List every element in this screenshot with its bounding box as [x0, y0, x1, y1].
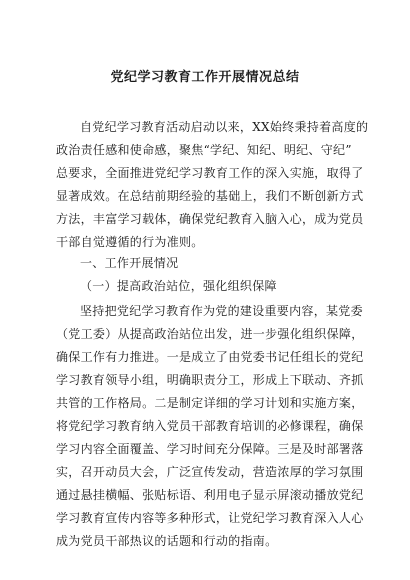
body-line: 方法，丰富学习载体，确保党纪教育入脑入心，成为党员	[56, 212, 364, 226]
body-line: 干部自觉遵循的行为准则。	[56, 235, 204, 249]
body-line: 显著成效。在总结前期经验的基础上，我们不断创新方式	[56, 189, 364, 203]
body-line: 坚持把党纪学习教育作为党的建设重要内容，某党委	[80, 304, 363, 318]
body-line: 共管的工作格局。二是制定详细的学习计划和实施方案，	[56, 396, 364, 410]
subsection-heading: （一）提高政治站位，强化组织保障	[80, 279, 277, 293]
body-line: 学习教育宣传内容等多种形式，让党纪学习教育深入人心	[56, 511, 364, 525]
body-line: 学习内容全面覆盖、学习时间充分保障。三是及时部署落	[56, 442, 364, 456]
body-line: 将党纪学习教育纳入党员干部教育培训的必修课程，确保	[56, 419, 364, 433]
document-title: 党纪学习教育工作开展情况总结	[110, 70, 300, 85]
body-line: 确保工作有力推进。一是成立了由党委书记任组长的党纪	[56, 350, 364, 364]
body-line: （党工委）从提高政治站位出发，进一步强化组织保障，	[56, 327, 364, 341]
body-line: 学习教育领导小组，明确职责分工，形成上下联动、齐抓	[56, 373, 364, 387]
body-line: 自党纪学习教育活动启动以来，XX始终秉持着高度的	[80, 120, 369, 134]
section-heading: 一、工作开展情况	[80, 256, 179, 270]
body-line: 总要求，全面推进党纪学习教育工作的深入实施，取得了	[56, 166, 364, 180]
body-line: 政治责任感和使命感，聚焦“学纪、知纪、明纪、守纪”	[56, 143, 352, 157]
body-line: 实，召开动员大会，广泛宣传发动，营造浓厚的学习氛围	[56, 465, 364, 479]
body-line: 成为党员干部热议的话题和行动的指南。	[56, 534, 278, 548]
body-line: 通过悬挂横幅、张贴标语、利用电子显示屏滚动播放党纪	[56, 488, 364, 502]
